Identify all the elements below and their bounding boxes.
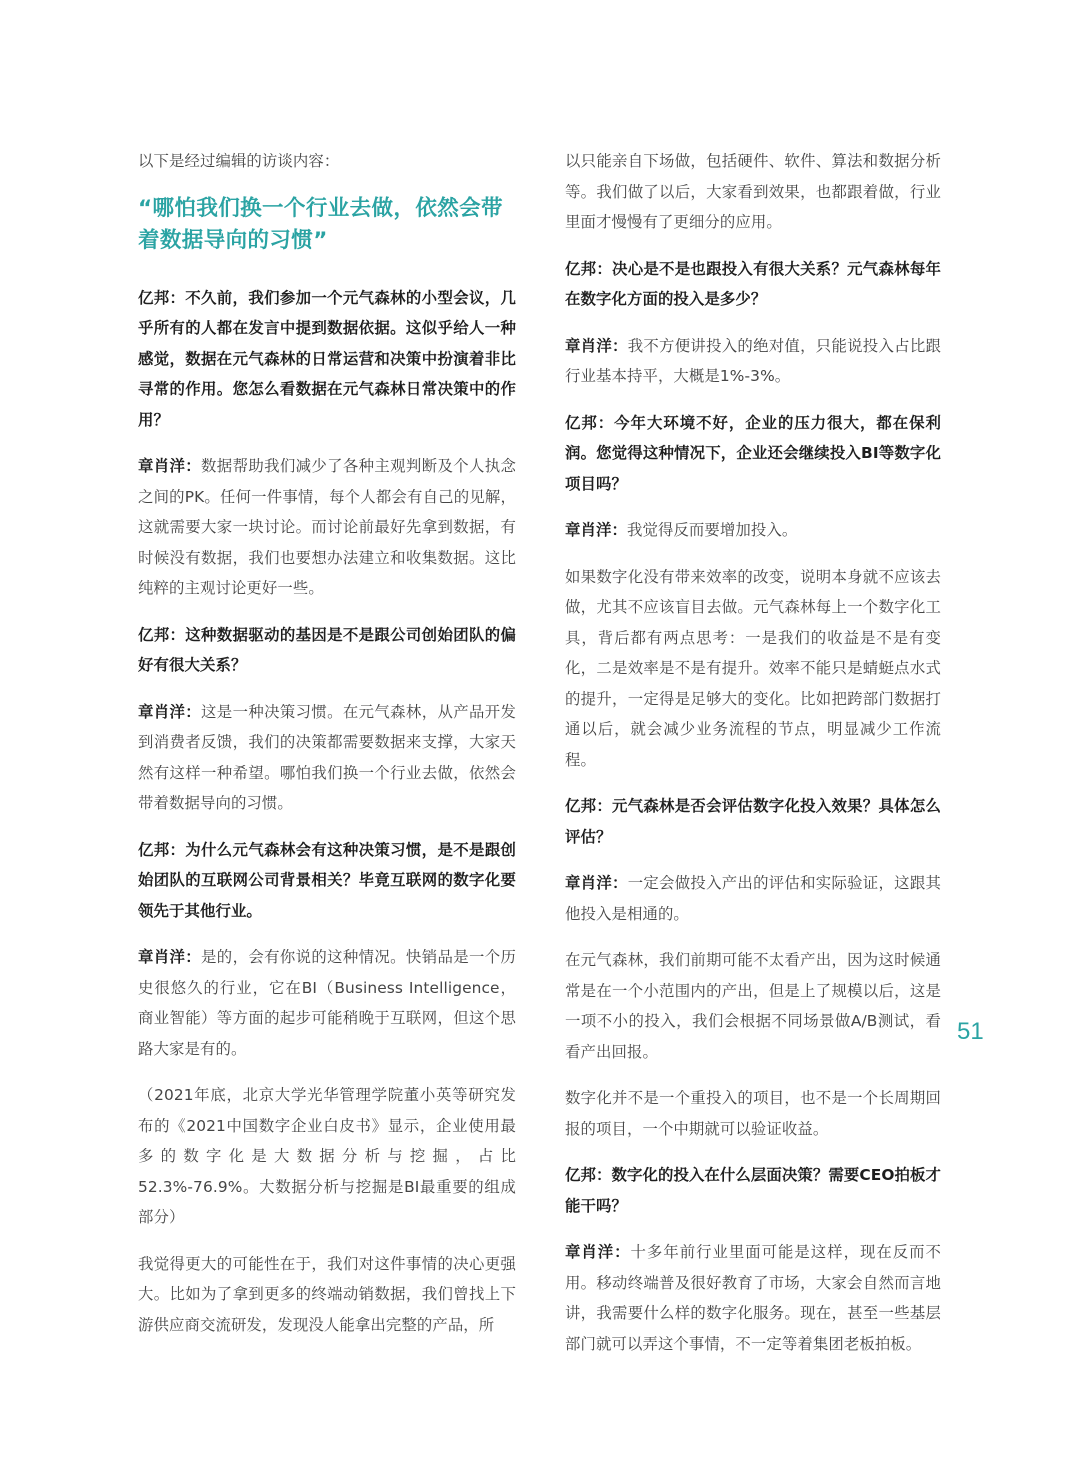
question-paragraph	[138, 620, 516, 681]
paragraph-text: 如果数字化没有带来效率的改变，说明本身就不应该去做，尤其不应该盲目去做。元气森林每上一个数字化工具，背后都有两点思考：一是我们的收益是不是有变化，二是效率是不是有提升。效率不能只是蜻蜓点水式的提升，一定得是足够大的变化。比如把跨部门数据打通以后，就会减少业务流程的节点，明显减少工作流程。	[565, 567, 941, 769]
paragraph-text: 我不方便讲投入的绝对值，只能说投入占比跟行业基本持平，大概是1%-3%。	[565, 336, 941, 385]
answer-paragraph	[138, 942, 516, 1064]
speaker-label: 章肖洋：	[138, 457, 202, 475]
speaker-label: 章肖洋：	[565, 521, 627, 539]
speaker-label: 亿邦：	[565, 797, 613, 815]
paragraph-text: 我觉得更大的可能性在于，我们对这件事情的决心更强大。比如为了拿到更多的终端动销数据，我们曾找上下游供应商交流研发，发现没人能拿出完整的产品，所	[138, 1254, 516, 1334]
paragraph-text: 一定会做投入产出的评估和实际验证，这跟其他投入是相通的。	[565, 874, 941, 923]
answer-paragraph	[565, 868, 941, 929]
left-paragraphs	[138, 283, 516, 1341]
paragraph-text: 元气森林是否会评估数字化投入效果？具体怎么评估？	[565, 797, 941, 846]
answer-paragraph	[565, 1083, 941, 1144]
question-paragraph	[138, 835, 516, 927]
right-column	[565, 146, 941, 1375]
answer-paragraph	[138, 451, 516, 604]
section-heading: “哪怕我们换一个行业去做，依然会带着数据导向的习惯”	[138, 195, 503, 253]
paragraph-text: 不久前，我们参加一个元气森林的小型会议，几乎所有的人都在发言中提到数据依据。这似乎给人一种感觉，数据在元气森林的日常运营和决策中扮演着非比寻常的作用。您怎么看数据在元气森林日常决策中的作用？	[138, 288, 516, 429]
question-paragraph	[565, 1160, 941, 1221]
speaker-label: 章肖洋：	[565, 336, 628, 355]
answer-paragraph	[138, 1080, 516, 1233]
speaker-label: 章肖洋：	[565, 874, 628, 892]
paragraph-text: 我觉得反而要增加投入。	[626, 521, 798, 539]
speaker-label: 章肖洋：	[138, 702, 202, 721]
paragraph-text: 十多年前行业里面可能是这样，现在反而不用。移动终端普及很好教育了市场，大家会自然而言地讲，我需要什么样的数字化服务。现在，甚至一些基层部门就可以弄这个事情，不一定等着集团老板拍板。	[565, 1243, 941, 1353]
answer-paragraph	[565, 146, 941, 238]
speaker-label: 章肖洋：	[138, 948, 202, 966]
speaker-label: 亿邦：	[565, 259, 613, 278]
speaker-label: 亿邦：	[138, 625, 186, 644]
answer-paragraph	[565, 562, 941, 776]
speaker-label: 章肖洋：	[565, 1243, 631, 1261]
paragraph-text: 这是一种决策习惯。在元气森林，从产品开发到消费者反馈，我们的决策都需要数据来支撑，大家天然有这样一种希望。哪怕我们换一个行业去做，依然会带着数据导向的习惯。	[138, 702, 516, 812]
question-paragraph	[565, 254, 941, 315]
paragraph-text: 数字化并不是一个重投入的项目，也不是一个长周期回报的项目，一个中期就可以验证收益。	[565, 1089, 941, 1138]
paragraph-text: 数字化的投入在什么层面决策？需要CEO拍板才能干吗？	[565, 1166, 941, 1215]
paragraph-text: 数据帮助我们减少了各种主观判断及个人执念之间的PK。任何一件事情，每个人都会有自己的见解，这就需要大家一块讨论。而讨论前最好先拿到数据，有时候没有数据，我们也要想办法建立和收集数据。这比纯粹的主观讨论更好一些。	[138, 457, 516, 597]
answer-paragraph	[565, 1237, 941, 1359]
paragraph-text: 以只能亲自下场做，包括硬件、软件、算法和数据分析等。我们做了以后，大家看到效果，也都跟着做，行业里面才慢慢有了更细分的应用。	[565, 152, 941, 231]
speaker-label: 亿邦：	[565, 413, 615, 432]
answer-paragraph	[138, 697, 516, 819]
left-column	[138, 146, 516, 1356]
paragraph-text: 在元气森林，我们前期可能不太看产出，因为这时候通常是在一个小范围内的产出，但是上了规模以后，这是一项不小的投入，我们会根据不同场景做A/B测试，看看产出回报。	[565, 951, 941, 1061]
paragraph-text: 为什么元气森林会有这种决策习惯，是不是跟创始团队的互联网公司背景相关？毕竟互联网的数字化要领先于其他行业。	[138, 840, 516, 920]
intro-line: 以下是经过编辑的访谈内容：	[138, 152, 340, 170]
answer-paragraph	[565, 945, 941, 1067]
speaker-label: 亿邦：	[565, 1166, 612, 1184]
question-paragraph	[565, 791, 941, 852]
right-paragraphs	[565, 146, 941, 1359]
speaker-label: 亿邦：	[138, 840, 186, 859]
answer-paragraph	[138, 1249, 516, 1341]
page-number: 51	[957, 1018, 984, 1045]
paragraph-text: 这种数据驱动的基因是不是跟公司创始团队的偏好有很大关系？	[138, 625, 516, 674]
answer-paragraph	[565, 331, 941, 392]
speaker-label: 亿邦：	[138, 288, 186, 307]
paragraph-text: 今年大环境不好，企业的压力很大，都在保利润。您觉得这种情况下，企业还会继续投入BI等数字化项目吗？	[565, 413, 941, 493]
paragraph-text: 是的，会有你说的这种情况。快销品是一个历史很悠久的行业，它在BI（Business Intelligence，商业智能）等方面的起步可能稍晚于互联网，但这个思路大家是有的。	[138, 948, 516, 1058]
paragraph-text: 决心是不是也跟投入有很大关系？元气森林每年在数字化方面的投入是多少？	[565, 259, 941, 308]
question-paragraph	[565, 408, 941, 500]
paragraph-text: （2021年底，北京大学光华管理学院董小英等研究发布的《2021中国数字企业白皮书》显示，企业使用最多的数字化是大数据分析与挖掘，占比52.3%-76.9%。大数据分析与挖掘是BI最重要的组成部分）	[138, 1086, 516, 1226]
answer-paragraph	[565, 515, 941, 546]
question-paragraph	[138, 283, 516, 436]
